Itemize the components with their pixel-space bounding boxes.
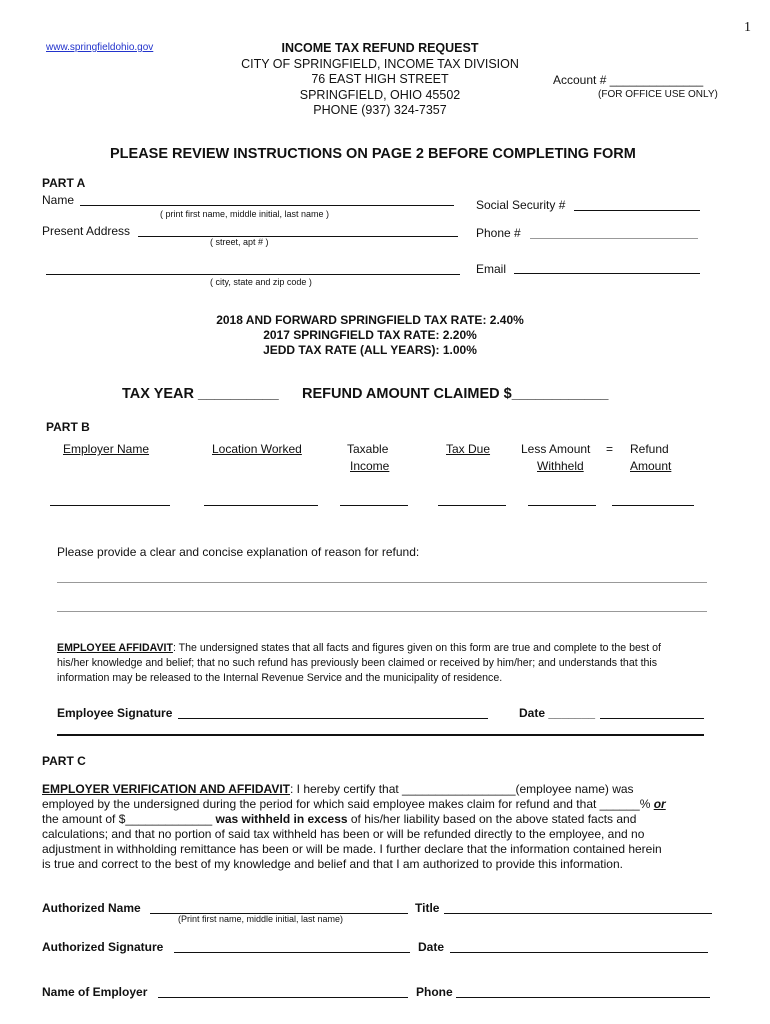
address-input-line[interactable] (138, 236, 458, 237)
authorized-name-hint: (Print first name, middle initial, last name) (178, 914, 344, 924)
col-amount: Amount (630, 459, 672, 473)
col-tax-due: Tax Due (446, 442, 491, 456)
part-b-label: PART B (46, 420, 90, 434)
col-less-amount: Less Amount (521, 442, 591, 456)
address-hint: ( street, apt # ) (210, 237, 269, 247)
form-title: INCOME TAX REFUND REQUEST (281, 41, 479, 55)
col-refund: Refund (630, 442, 669, 456)
employer-affidavit-line-5: adjustment in withholding remittance has been or will be made. I further declare that the information contained herein (42, 842, 662, 856)
affidavit-line-2: his/her knowledge and belief; that no such refund has previously been claimed or received by him/her; and understands that this (57, 657, 658, 669)
section-divider (57, 734, 704, 736)
email-input-line[interactable] (514, 273, 700, 274)
tax-rate-jedd: JEDD TAX RATE (ALL YEARS): 1.00% (263, 343, 477, 357)
employee-date-field[interactable]: Date _______ (519, 706, 596, 720)
employee-affidavit (57, 641, 661, 686)
affidavit-line-1: : The undersigned states that all facts and figures given on this form are true and complete to the best of (172, 642, 661, 654)
ssn-input-line[interactable] (574, 210, 700, 211)
location-worked-input[interactable] (204, 505, 318, 506)
amount-prefix: the amount of $ (42, 812, 126, 826)
title-label: Title (415, 901, 440, 915)
name-input-line[interactable] (80, 205, 454, 206)
employee-signature-label: Employee Signature (57, 706, 173, 720)
ssn-label: Social Security # (476, 198, 566, 212)
division-name: CITY OF SPRINGFIELD, INCOME TAX DIVISION (241, 56, 519, 71)
street-address: 76 EAST HIGH STREET (311, 72, 449, 86)
amount-blank[interactable]: _____________ (125, 812, 213, 826)
employer-affidavit-line-1: : I hereby certify that _________________(employee name) was (290, 782, 634, 796)
col-withheld: Withheld (537, 459, 584, 473)
page-number: 1 (744, 20, 751, 35)
employee-affidavit-title: EMPLOYEE AFFIDAVIT (57, 642, 173, 654)
employer-phone-input[interactable] (456, 997, 710, 998)
tax-year-field[interactable]: TAX YEAR __________ (122, 386, 279, 402)
phone-label: Phone # (476, 226, 521, 240)
affidavit-line-3: information may be released to the Internal Revenue Service and the municipality of residence. (57, 672, 503, 684)
or-text: or (653, 797, 666, 811)
tax-rates-block (170, 313, 570, 358)
employer-affidavit-title: EMPLOYER VERIFICATION AND AFFIDAVIT (42, 782, 290, 796)
refund-amount-claimed-field[interactable]: REFUND AMOUNT CLAIMED $____________ (302, 386, 609, 402)
col-location-worked: Location Worked (212, 442, 302, 456)
employer-date-input[interactable] (450, 952, 708, 953)
employer-name-input[interactable] (158, 997, 408, 998)
website-link[interactable]: www.springfieldohio.gov (46, 42, 154, 53)
reason-prompt: Please provide a clear and concise explanation of reason for refund: (57, 545, 420, 559)
employer-affidavit-line-6: is true and correct to the best of my knowledge and belief and that I am authorized to provide this information. (42, 857, 623, 871)
withheld-in-excess: was withheld in excess (212, 812, 348, 826)
city-hint: ( city, state and zip code ) (210, 277, 312, 287)
phone-input-line[interactable] (530, 238, 698, 239)
employer-affidavit-line-4: calculations; and that no portion of said tax withheld has been or will be refunded directly to the employee, and no (42, 827, 645, 841)
reason-input-line-1[interactable] (57, 582, 707, 583)
account-number-field[interactable]: Account # ______________ (553, 73, 704, 87)
authorized-name-label: Authorized Name (42, 901, 141, 915)
division-phone: PHONE (937) 324-7357 (313, 103, 447, 117)
present-address-label: Present Address (42, 224, 131, 238)
city-input-line[interactable] (46, 274, 460, 275)
amount-withheld-input[interactable] (528, 505, 596, 506)
instructions-heading: PLEASE REVIEW INSTRUCTIONS ON PAGE 2 BEFORE COMPLETING FORM (110, 146, 636, 162)
tax-rate-2017: 2017 SPRINGFIELD TAX RATE: 2.20% (263, 328, 477, 342)
reason-input-line-2[interactable] (57, 611, 707, 612)
header-block (200, 41, 560, 119)
col-equals: = (606, 442, 614, 456)
taxable-income-input[interactable] (340, 505, 408, 506)
employee-signature-input[interactable] (178, 718, 488, 719)
part-c-label: PART C (42, 754, 86, 768)
employer-affidavit-line-3: of his/her liability based on the above stated facts and (347, 812, 637, 826)
tax-rate-2018: 2018 AND FORWARD SPRINGFIELD TAX RATE: 2.40% (216, 313, 524, 327)
authorized-signature-input[interactable] (174, 952, 410, 953)
employer-phone-label: Phone (416, 985, 453, 999)
authorized-signature-label: Authorized Signature (42, 940, 164, 954)
employer-affidavit (42, 782, 742, 872)
email-label: Email (476, 262, 507, 276)
city-address: SPRINGFIELD, OHIO 45502 (299, 87, 461, 102)
part-a-label: PART A (42, 176, 86, 190)
col-employer-name: Employer Name (63, 442, 150, 456)
refund-amount-input[interactable] (612, 505, 694, 506)
col-income: Income (350, 459, 390, 473)
employer-date-label: Date (418, 940, 445, 954)
employee-date-input[interactable] (600, 718, 704, 719)
employer-affidavit-line-2: employed by the undersigned during the period for which said employee makes claim for refund and that ______% (42, 797, 654, 811)
title-input[interactable] (444, 913, 712, 914)
name-label: Name (42, 193, 75, 207)
office-use-note: (FOR OFFICE USE ONLY) (598, 89, 718, 100)
employer-name-input[interactable] (50, 505, 170, 506)
employer-name-label: Name of Employer (42, 985, 148, 999)
col-taxable: Taxable (347, 442, 389, 456)
tax-due-input[interactable] (438, 505, 506, 506)
name-hint: ( print first name, middle initial, last name ) (160, 209, 330, 219)
